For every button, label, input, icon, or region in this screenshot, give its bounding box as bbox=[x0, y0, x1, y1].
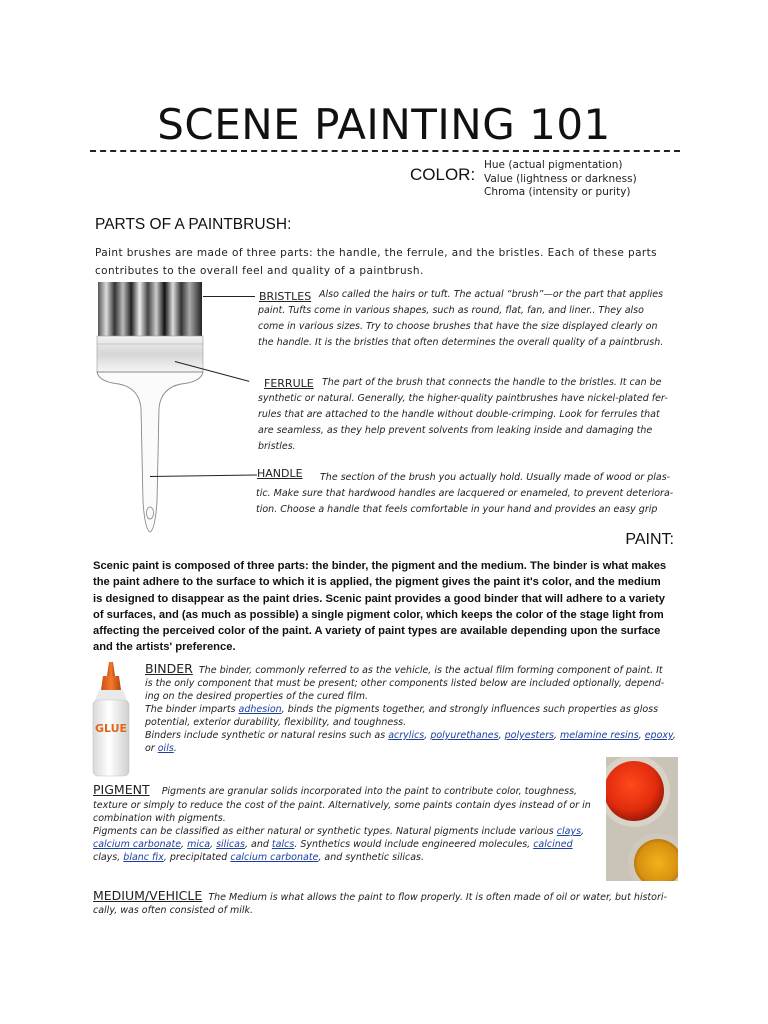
parts-heading: PARTS OF A PAINTBRUSH: bbox=[95, 216, 292, 233]
title-divider bbox=[90, 150, 680, 152]
link-polyesters[interactable]: polyesters bbox=[504, 730, 554, 741]
binder-text: The binder, commonly referred to as the vehicle, is the actual film forming component of paint. It bbox=[198, 665, 663, 676]
pigment-line-5: calcium carbonate, mica, silicas, and talcs. Synthetics would include engineered molecules, calcined bbox=[93, 839, 573, 850]
ferrule-desc-line-5: bristles. bbox=[258, 441, 296, 452]
bristles-term: BRISTLES bbox=[259, 290, 312, 303]
link-clays[interactable]: clays bbox=[556, 826, 582, 837]
binder-line-6: Binders include synthetic or natural resins such as acrylics, polyurethanes, polyesters, melamine resins, epoxy, bbox=[145, 730, 676, 741]
link-calcium-carbonate-2[interactable]: calcium carbonate bbox=[230, 852, 319, 863]
binder-line-5: potential, exterior durability, flexibility, and toughness. bbox=[145, 717, 407, 728]
color-item-value: Value (lightness or darkness) bbox=[484, 172, 637, 185]
glue-bottle-image bbox=[90, 662, 132, 778]
bristles-desc-line-4: the handle. It is the bristles that often determines the overall quality of a paintbrush. bbox=[258, 337, 664, 348]
pigment-line-4: Pigments can be classified as either natural or synthetic types. Natural pigments include various clays, bbox=[93, 826, 585, 837]
binder-line-2: is the only component that must be present; other components listed below are included optionally, depend- bbox=[145, 678, 665, 689]
paint-heading: PAINT: bbox=[625, 531, 674, 548]
link-adhesion[interactable]: adhesion bbox=[238, 704, 282, 715]
link-acrylics[interactable]: acrylics bbox=[388, 730, 425, 741]
link-melamine-resins[interactable]: melamine resins bbox=[560, 730, 639, 741]
link-epoxy[interactable]: epoxy bbox=[644, 730, 673, 741]
binder-line-1 bbox=[145, 662, 663, 677]
paintbrush-illustration bbox=[95, 280, 210, 535]
parts-intro: Paint brushes are made of three parts: the handle, the ferrule, and the bristles. Each of these parts contributes to the overall feel and quality of a paintbrush. bbox=[95, 247, 658, 277]
link-calcium-carbonate[interactable]: calcium carbonate bbox=[93, 839, 182, 850]
link-oils[interactable]: oils bbox=[157, 743, 174, 754]
glue-label: GLUE bbox=[94, 722, 128, 735]
binder-line-4: The binder imparts adhesion, binds the pigments together, and strongly influences such properties as gloss bbox=[145, 704, 659, 715]
paint-intro-line: of surfaces, and (as much as possible) a single pigment color, which keeps the color of the stage light from bbox=[93, 608, 664, 621]
handle-desc-line-2: tic. Make sure that hardwood handles are lacquered or enameled, to prevent deteriora- bbox=[256, 488, 674, 499]
paint-intro-line: Scenic paint is composed of three parts: the binder, the pigment and the medium. The binder is what makes bbox=[93, 560, 667, 572]
link-blanc-fix[interactable]: blanc fix bbox=[123, 852, 164, 863]
bristles-desc-line-2: paint. Tufts come in various shapes, such as round, flat, fan, and liner.. They also bbox=[258, 305, 644, 316]
binder-line-7: or oils. bbox=[145, 743, 177, 754]
pigment-line-3: combination with pigments. bbox=[93, 813, 226, 824]
ferrule-desc-line-1: The part of the brush that connects the handle to the bristles. It can be bbox=[322, 377, 662, 388]
color-list bbox=[484, 159, 637, 200]
bristles-desc-line-1: Also called the hairs or tuft. The actual “brush”—or the part that applies bbox=[319, 289, 664, 300]
handle-desc-line-3: tion. Choose a handle that feels comfortable in your hand and provides an easy grip bbox=[256, 504, 658, 515]
paint-intro-line: is designed to disappear as the paint dries. Scenic paint provides a good binder that will adhere to a variety bbox=[93, 592, 665, 605]
link-mica[interactable]: mica bbox=[187, 839, 211, 850]
binder-line-3: ing on the desired properties of the cured film. bbox=[145, 691, 369, 702]
ferrule-desc-line-2: synthetic or natural. Generally, the higher-quality paintbrushes have nickel-plated fer- bbox=[258, 393, 668, 404]
paint-intro-line: the paint adhere to the surface to which it is applied, the pigment gives the paint it's color, and the medium bbox=[93, 576, 661, 589]
handle-term: HANDLE bbox=[257, 467, 303, 480]
ferrule-desc-line-3: rules that are attached to the handle without double-crimping. Look for ferrules that bbox=[258, 409, 660, 420]
medium-line-1: MEDIUM/VEHICLE The Medium is what allows the paint to flow properly. It is often made of oil or water, but histori- bbox=[93, 888, 667, 903]
ferrule-desc-line-4: are seamless, as they help prevent solvents from leaking inside and damaging the bbox=[258, 425, 653, 436]
color-item-hue: Hue (actual pigmentation) bbox=[484, 159, 623, 171]
link-silicas[interactable]: silicas bbox=[216, 839, 245, 850]
paint-intro-line: affecting the perceived color of the paint. A variety of paint types are available depending upon the surface bbox=[93, 625, 661, 638]
link-polyurethanes[interactable]: polyurethanes bbox=[430, 730, 499, 741]
paint-intro bbox=[93, 558, 683, 656]
color-label: COLOR: bbox=[410, 165, 476, 184]
pigment-powder-image bbox=[606, 757, 678, 881]
bristles-pointer bbox=[203, 296, 255, 297]
ferrule-term: FERRULE bbox=[264, 377, 314, 390]
pigment-line-1: PIGMENT Pigments are granular solids incorporated into the paint to contribute color, toughness, bbox=[93, 782, 578, 797]
medium-line-2: cally, was often consisted of milk. bbox=[93, 905, 254, 916]
paint-intro-line: and the artists' preference. bbox=[93, 641, 236, 654]
pigment-line-6: clays, blanc fix, precipitated calcium carbonate, and synthetic silicas. bbox=[93, 852, 424, 863]
pigment-term: PIGMENT bbox=[93, 782, 150, 797]
link-calcined[interactable]: calcined bbox=[533, 839, 573, 850]
color-item-chroma: Chroma (intensity or purity) bbox=[484, 186, 631, 198]
link-talcs[interactable]: talcs bbox=[271, 839, 295, 850]
page-title: SCENE PAINTING 101 bbox=[157, 100, 611, 149]
pigment-line-2: texture or simply to reduce the cost of the paint. Alternatively, some paints contain dyes instead of or in bbox=[93, 800, 591, 811]
medium-term: MEDIUM/VEHICLE bbox=[93, 888, 203, 903]
bristles-desc-line-3: come in various sizes. Try to choose brushes that have the size displayed clearly on bbox=[258, 321, 658, 332]
binder-term: BINDER bbox=[145, 661, 193, 676]
handle-desc-line-1: The section of the brush you actually hold. Usually made of wood or plas- bbox=[320, 472, 671, 483]
